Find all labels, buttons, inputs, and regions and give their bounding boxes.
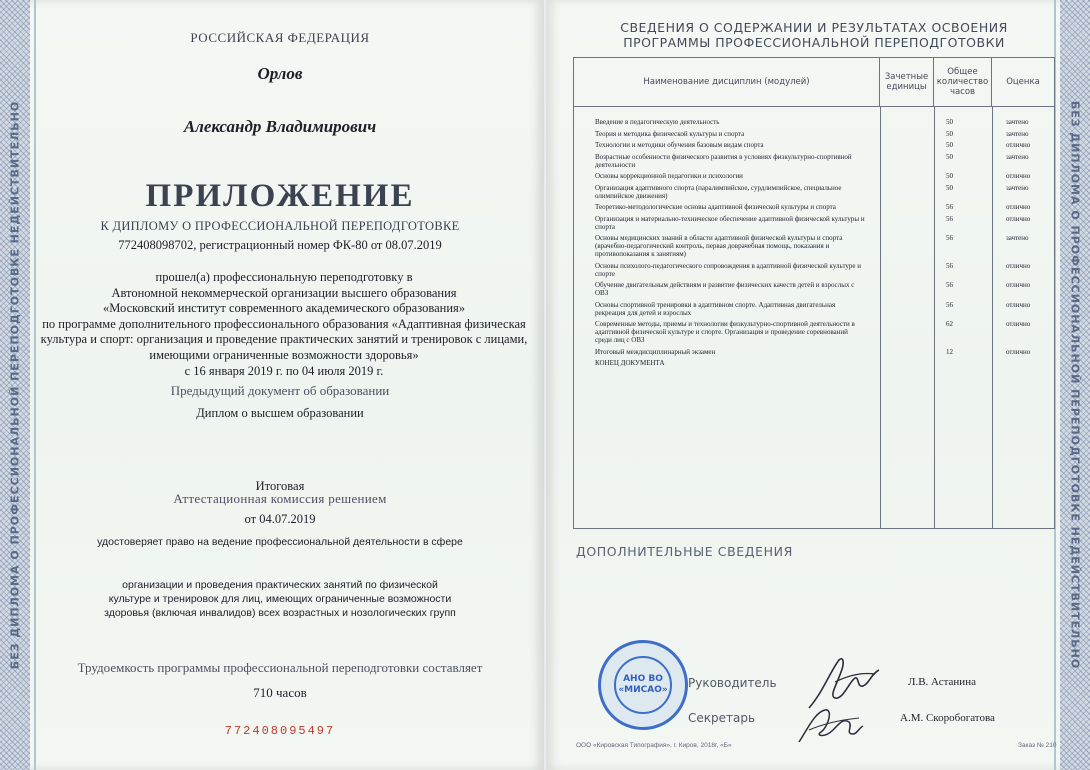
- discipline-grade: зачтено: [1006, 234, 1029, 242]
- stamp-text: «МИСАО»: [618, 685, 668, 695]
- discipline-name-line: КОНЕЦ ДОКУМЕНТА: [595, 359, 665, 367]
- discipline-name-line: Организация и материально-техническое обеспечение адаптивной физической культуры и: [595, 214, 865, 223]
- discipline-grade: отлично: [1006, 300, 1031, 309]
- discipline-name: [595, 215, 885, 231]
- head-name: Л.В. Астанина: [908, 676, 976, 688]
- discipline-name-line: Теоретико-методологические основы адаптивной физической культуры и спорта: [595, 203, 836, 211]
- sphere-text: [40, 578, 520, 620]
- body-line: прошел(а) профессиональную переподготовку в: [155, 270, 413, 284]
- discipline-grade: зачтено: [1006, 152, 1029, 161]
- discipline-grade: отлично: [1006, 214, 1031, 223]
- secretary-signature: [795, 700, 865, 748]
- discipline-name-line: спорта: [595, 222, 616, 231]
- grants-text: удостоверяет право на ведение профессиональной деятельности в сфере: [97, 536, 463, 548]
- stamp-text: АНО ВО: [623, 674, 663, 684]
- discipline-name: [595, 281, 885, 297]
- discipline-hours: 50: [946, 118, 953, 126]
- serial-number: 772408095497: [224, 724, 336, 738]
- discipline-grade: зачтено: [1006, 129, 1029, 138]
- left-guilloche-border: [0, 0, 30, 770]
- discipline-hours: 56: [946, 261, 953, 270]
- discipline-name: [595, 359, 885, 367]
- discipline-name-line: Теория и методика физической культуры и спорта: [595, 129, 745, 138]
- holder-surname: Орлов: [257, 64, 303, 83]
- discipline-hours: 56: [946, 234, 953, 242]
- discipline-name: [595, 184, 885, 200]
- discipline-name-line: Обучение двигательным действиям и развитие физических качеств детей и взрослых с: [595, 281, 855, 289]
- discipline-name-line: противопоказания к занятиям): [595, 250, 686, 258]
- discipline-name-line: деятельности: [595, 160, 636, 169]
- discipline-name: [595, 301, 885, 317]
- decision-date: от 04.07.2019: [244, 512, 316, 526]
- discipline-hours: 56: [946, 203, 953, 211]
- discipline-hours: 56: [946, 300, 953, 309]
- column-divider: [992, 107, 993, 528]
- discipline-name: [595, 172, 885, 180]
- discipline-name-line: Основы спортивной тренировки в адаптивном спорте. Адаптивная двигательная: [595, 300, 836, 309]
- discipline-name-line: среди лиц с ОВЗ: [595, 336, 645, 344]
- header-hours: Общее количество часов: [934, 58, 992, 107]
- head-label: Руководитель: [688, 676, 777, 690]
- column-divider: [934, 107, 935, 528]
- discipline-name: [595, 320, 885, 344]
- right-heading-line: ПРОГРАММЫ ПРОФЕССИОНАЛЬНОЙ ПЕРЕПОДГОТОВКИ: [623, 35, 1005, 50]
- discipline-name-line: Основы психолого-педагогического сопровождения в адаптивной физической культуре и: [595, 261, 862, 270]
- discipline-name: [595, 118, 885, 126]
- hours-total: 710 часов: [253, 685, 307, 700]
- discipline-hours: 50: [946, 129, 953, 138]
- order-number: Заказ № 210: [1018, 742, 1057, 749]
- secretary-label: Секретарь: [688, 711, 756, 725]
- discipline-grade: отлично: [1006, 172, 1031, 180]
- discipline-name: [595, 141, 885, 149]
- prev-doc: Диплом о высшем образовании: [196, 406, 364, 420]
- body-line: с 16 января 2019 г. по 04 июля 2019 г.: [184, 363, 384, 378]
- page-subtitle: К ДИПЛОМУ О ПРОФЕССИОНАЛЬНОЙ ПЕРЕПОДГОТОВКЕ: [100, 219, 460, 233]
- body-line: «Московский институт современного академического образования»: [102, 301, 466, 316]
- sphere-line: организации и проведения практических занятий по физической: [122, 579, 438, 591]
- body-line: имеющими ограниченные возможности здоровья»: [149, 347, 419, 362]
- program-description: [34, 270, 534, 379]
- discipline-name: [595, 203, 885, 211]
- discipline-grade: зачтено: [1006, 183, 1029, 192]
- final-label: Итоговая: [255, 479, 305, 493]
- left-side-text: БЕЗ ДИПЛОМА О ПРОФЕССИОНАЛЬНОЙ ПЕРЕПОДГОТОВКЕ НЕДЕЙСТВИТЕЛЬНО: [8, 100, 22, 670]
- commission-label: Аттестационная комиссия решением: [173, 491, 387, 506]
- right-heading: [573, 20, 1055, 50]
- discipline-name: [595, 153, 885, 169]
- diploma-number: 772408098702, регистрационный номер ФК-80 от 08.07.2019: [118, 238, 442, 252]
- discipline-name: [595, 234, 885, 258]
- discipline-name-line: Организация адаптивного спорта (паралимпийское, сурдлимпийское, специальное: [595, 183, 842, 192]
- discipline-name-line: ОВЗ: [595, 289, 609, 297]
- discipline-name-line: Введение в педагогическую деятельность: [595, 118, 720, 126]
- header-discipline: Наименование дисциплин (модулей): [574, 58, 880, 107]
- discipline-grade: отлично: [1006, 141, 1031, 149]
- column-divider: [880, 107, 881, 528]
- discipline-hours: 50: [946, 152, 953, 161]
- discipline-name-line: Возрастные особенности физического развития в условиях физкультурно-спортивной: [595, 152, 852, 161]
- secretary-name: А.М. Скоробогатова: [900, 712, 995, 724]
- discipline-name-line: (врачебно-педагогический контроль, первая доврачебная помощь, показания и: [595, 242, 830, 250]
- body-line: культура и спорт: организация и проведение практических занятий и тренировок с лицами,: [40, 332, 528, 347]
- discipline-name-line: Технологии и методики обучения базовым видам спорта: [595, 141, 764, 149]
- discipline-grade: отлично: [1006, 281, 1031, 289]
- discipline-hours: 62: [946, 320, 953, 328]
- discipline-grade: отлично: [1006, 203, 1031, 211]
- discipline-name-line: адаптивной физической культуре и спорте. Организация и проведение соревнований: [595, 328, 848, 336]
- additional-heading: ДОПОЛНИТЕЛЬНЫЕ СВЕДЕНИЯ: [576, 544, 793, 559]
- labor-label: Трудоемкость программы профессиональной переподготовки составляет: [77, 660, 483, 675]
- country-header: РОССИЙСКАЯ ФЕДЕРАЦИЯ: [190, 30, 370, 45]
- discipline-name: [595, 348, 885, 356]
- header-credits: Зачетные единицы: [880, 58, 934, 107]
- holder-name: Александр Владимирович: [183, 117, 377, 136]
- sphere-line: здоровья (включая инвалидов) всех возрастных и нозологических групп: [104, 607, 456, 619]
- discipline-name-line: олимпийское движения): [595, 191, 668, 200]
- discipline-name-line: спорте: [595, 269, 615, 278]
- discipline-grade: отлично: [1006, 320, 1031, 328]
- body-line: Автономной некоммерческой организации высшего образования: [111, 285, 457, 300]
- organization-stamp: [598, 640, 688, 730]
- discipline-hours: 50: [946, 172, 953, 180]
- discipline-grade: отлично: [1006, 261, 1031, 270]
- sphere-line: культуре и тренировок для лиц, имеющих ограниченные возможности: [108, 593, 452, 605]
- discipline-hours: 56: [946, 214, 953, 223]
- discipline-hours: 56: [946, 281, 953, 289]
- discipline-grade: зачтено: [1006, 118, 1029, 126]
- header-grade: Оценка: [992, 58, 1054, 107]
- discipline-name-line: Основы коррекционной педагогики и психологии: [595, 172, 743, 180]
- left-border-line: [34, 0, 36, 770]
- discipline-hours: 50: [946, 183, 953, 192]
- discipline-hours: 50: [946, 141, 953, 149]
- discipline-name-line: Итоговый междисциплинарный экзамен: [595, 347, 716, 356]
- printer-info: ООО «Кировская Типография», г. Киров, 2018г, «Б»: [576, 742, 732, 749]
- right-heading-line: СВЕДЕНИЯ О СОДЕРЖАНИИ И РЕЗУЛЬТАТАХ ОСВОЕНИЯ: [620, 20, 1008, 35]
- disciplines-table: [573, 57, 1055, 529]
- prev-doc-label: Предыдущий документ об образовании: [170, 383, 390, 398]
- right-side-text: БЕЗ ДИПЛОМА О ПРОФЕССИОНАЛЬНОЙ ПЕРЕПОДГОТОВКЕ НЕДЕЙСТВИТЕЛЬНО: [1068, 100, 1082, 670]
- discipline-name-line: Современные методы, приемы и технологии физкультурно-спортивной деятельности в: [595, 320, 855, 328]
- stamp-center: [614, 656, 672, 714]
- discipline-name-line: Основы медицинских знаний в области адаптивной физической культуры и спорта: [595, 234, 843, 242]
- right-guilloche-border: [1060, 0, 1090, 770]
- discipline-grade: отлично: [1006, 347, 1031, 356]
- discipline-name: [595, 262, 885, 278]
- discipline-hours: 12: [946, 347, 953, 356]
- discipline-name: [595, 130, 885, 138]
- body-line: по программе дополнительного профессионального образования «Адаптивная физическая: [42, 316, 526, 331]
- discipline-name-line: рекреация для детей и взрослых: [595, 308, 692, 317]
- page-title: ПРИЛОЖЕНИЕ: [145, 178, 415, 214]
